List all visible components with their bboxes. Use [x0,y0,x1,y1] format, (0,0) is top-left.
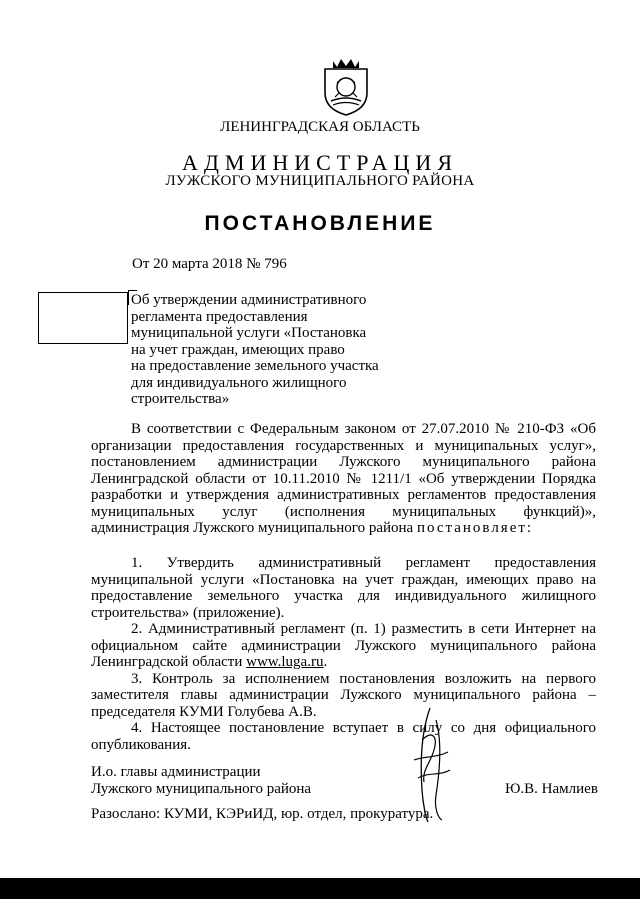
decree-item-4: 4. Настоящее постановление вступает в силу со дня официального опубликования. [91,720,596,753]
subject-line: строительства» [131,391,230,407]
subject-line: муниципальной услуги «Постановка [131,325,367,341]
document-subject [131,292,411,408]
handwritten-signature [392,700,472,825]
decree-items [91,555,596,753]
preamble-paragraph [91,421,596,537]
distribution-list: Разослано: КУМИ, КЭРиИД, юр. отдел, прокуратура. [91,806,434,822]
date-number-line: От 20 марта 2018 № 796 [132,256,287,272]
administration-heading: АДМИНИСТРАЦИЯ [182,150,458,175]
region-name: ЛЕНИНГРАДСКАЯ ОБЛАСТЬ [220,119,420,135]
subject-line: на учет граждан, имеющих право [131,341,345,358]
website-link[interactable]: www.luga.ru [246,654,324,670]
signer-name: Ю.В. Намлиев [505,781,598,797]
coat-of-arms-icon [321,55,371,117]
signer-title-line-2: Лужского муниципального района [91,780,312,797]
registration-stamp-box [38,292,128,344]
signer-title [91,764,311,797]
decree-item-2 [91,621,596,671]
decree-item-3: 3. Контроль за исполнением постановления возложить на первого заместителя главы администрации Лужского муниципального района – председателя КУМИ Голубева А.В. [91,670,596,720]
decree-item-1: 1. Утвердить административный регламент предоставления муниципальной услуги «Постановка на учет граждан, имеющих право на предоставление земельного участка для индивидуального жилищного строительства» (приложение). [91,555,596,621]
decree-item-2-text: 2. Административный регламент (п. 1) разместить в сети Интернет на официальном сайте администрации Лужского муниципального района Ленинградской области [91,621,596,670]
subject-line: Об утверждении административного [131,292,367,308]
subject-line: регламента предоставления [131,308,308,325]
district-name: ЛУЖСКОГО МУНИЦИПАЛЬНОГО РАЙОНА [165,173,475,189]
decree-item-2-end: . [323,654,328,670]
scan-bottom-edge [0,878,640,899]
subject-line: для индивидуального жилищного [131,374,347,391]
signer-title-line-1: И.о. главы администрации [91,764,261,780]
resolves-word: постановляет: [416,520,534,536]
document-type-title: ПОСТАНОВЛЕНИЕ [204,212,436,235]
subject-line: на предоставление земельного участка [131,358,379,374]
preamble-text: В соответствии с Федеральным законом от 27.07.2010 № 210-ФЗ «Об организации предоставления государственных и муниципальных услуг», постановлением администрации Лужского муниципального района Ленинградской области от 10.11.2010 № 1211/1 «Об утверждении Порядка разработки и утверждения административных регламентов предоставления муниципальных услуг (исполнения муниципальных функций)», администрация Лужского муниципального района [91,421,596,536]
